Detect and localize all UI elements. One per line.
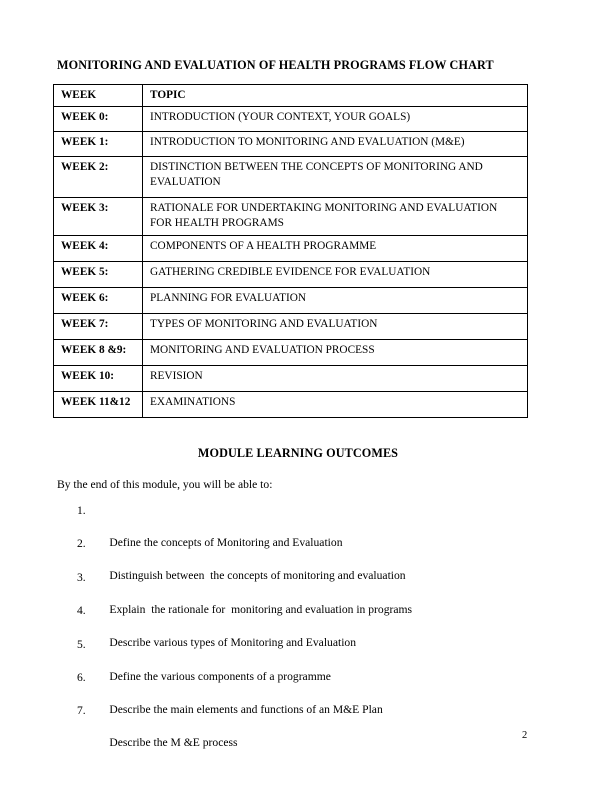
outcomes-intro-text: By the end of this module, you will be able to:	[57, 478, 273, 491]
list-item-number: 4.	[77, 604, 86, 618]
table-header-row	[54, 85, 528, 107]
cell-week: WEEK 5:	[54, 261, 143, 287]
cell-topic: COMPONENTS OF A HEALTH PROGRAMME	[143, 235, 528, 261]
table-row	[54, 365, 528, 391]
list-item-label: Describe the main elements and functions of an M&E Plan	[109, 702, 383, 716]
list-item-number: 6.	[77, 670, 86, 684]
list-item-label: Describe various types of Monitoring and Evaluation	[109, 636, 357, 650]
table-row	[54, 107, 528, 132]
cell-week: WEEK 8 &9:	[54, 339, 143, 365]
table-row	[54, 313, 528, 339]
cell-topic: GATHERING CREDIBLE EVIDENCE FOR EVALUATION	[143, 261, 528, 287]
list-item	[57, 703, 527, 750]
page-title: MONITORING AND EVALUATION OF HEALTH PROGRAMS FLOW CHART	[57, 58, 494, 72]
cell-topic: EXAMINATIONS	[143, 391, 528, 417]
column-header-topic: TOPIC	[143, 85, 528, 107]
table-body	[54, 107, 528, 417]
table-row	[54, 157, 528, 198]
list-item-label: Describe the M &E process	[109, 736, 238, 750]
list-item	[57, 603, 527, 650]
schedule-table	[53, 84, 528, 418]
column-header-week: WEEK	[54, 85, 143, 107]
cell-week: WEEK 3:	[54, 198, 143, 235]
table-header	[54, 85, 528, 107]
cell-week: WEEK 6:	[54, 287, 143, 313]
cell-week: WEEK 10:	[54, 365, 143, 391]
cell-topic: REVISION	[143, 365, 528, 391]
list-item	[57, 536, 527, 583]
cell-week: WEEK 1:	[54, 132, 143, 157]
list-item-number: 2.	[77, 537, 86, 551]
cell-topic: MONITORING AND EVALUATION PROCESS	[143, 339, 528, 365]
cell-week: WEEK 4:	[54, 235, 143, 261]
outcomes-list	[57, 503, 527, 750]
cell-week: WEEK 11&12	[54, 391, 143, 417]
cell-topic: INTRODUCTION (YOUR CONTEXT, YOUR GOALS)	[143, 107, 528, 132]
table-row	[54, 287, 528, 313]
cell-topic: PLANNING FOR EVALUATION	[143, 287, 528, 313]
table-row	[54, 261, 528, 287]
cell-topic: TYPES OF MONITORING AND EVALUATION	[143, 313, 528, 339]
cell-week: WEEK 7:	[54, 313, 143, 339]
list-item-number: 1.	[77, 504, 86, 517]
cell-week: WEEK 2:	[54, 157, 143, 198]
table-row	[54, 235, 528, 261]
list-item-label: Define the concepts of Monitoring and Evaluation	[109, 536, 343, 549]
list-item	[57, 503, 527, 549]
list-item-label: Define the various components of a programme	[109, 669, 331, 683]
list-item-number: 3.	[77, 570, 86, 584]
list-item	[57, 570, 527, 616]
cell-topic: RATIONALE FOR UNDERTAKING MONITORING AND EVALUATION FOR HEALTH PROGRAMS	[143, 198, 528, 235]
table-row	[54, 132, 528, 157]
list-item-label: Distinguish between the concepts of monitoring and evaluation	[109, 569, 406, 583]
list-item-number: 5.	[77, 637, 86, 651]
page-number: 2	[522, 730, 528, 741]
table-row	[54, 391, 528, 417]
section-heading-module-learning-outcomes: MODULE LEARNING OUTCOMES	[197, 446, 399, 460]
cell-topic: INTRODUCTION TO MONITORING AND EVALUATION (M&E)	[143, 132, 528, 157]
list-item-number: 7.	[77, 704, 86, 718]
cell-topic: DISTINCTION BETWEEN THE CONCEPTS OF MONITORING AND EVALUATION	[143, 157, 528, 198]
list-item	[57, 670, 527, 716]
list-item	[57, 637, 527, 683]
list-item-label: Explain the rationale for monitoring and evaluation in programs	[109, 602, 413, 616]
cell-week: WEEK 0:	[54, 107, 143, 132]
table-row	[54, 198, 528, 235]
table-row	[54, 339, 528, 365]
